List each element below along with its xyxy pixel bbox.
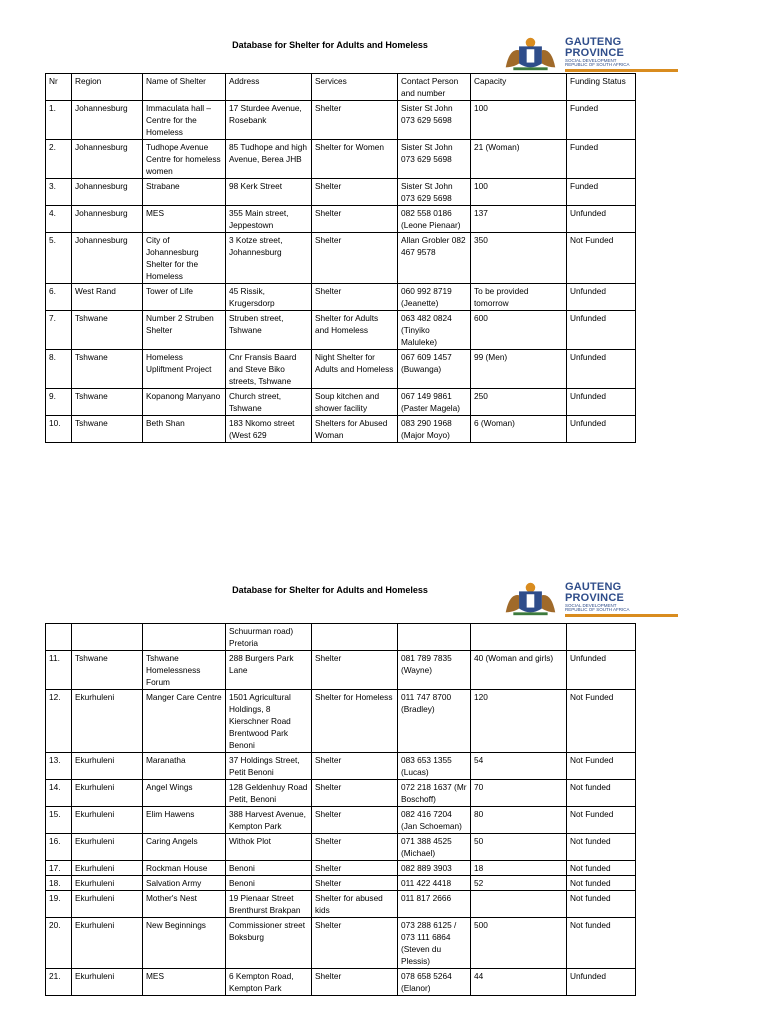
- page-section-1: [0, 30, 768, 440]
- coat-of-arms-icon: [500, 34, 561, 74]
- cell-services: Shelter: [312, 861, 398, 876]
- cell-nr: 16.: [46, 834, 72, 861]
- cell-contact: 082 416 7204 (Jan Schoeman): [398, 807, 471, 834]
- cell-shelter-name: Strabane: [143, 179, 226, 206]
- cell-address: Commissioner street Boksburg: [226, 918, 312, 969]
- cell-nr: 4.: [46, 206, 72, 233]
- cell-region: Tshwane: [72, 416, 143, 443]
- cell-contact: Sister St John 073 629 5698: [398, 179, 471, 206]
- column-header-region: Region: [72, 74, 143, 101]
- cell-services: Shelter for Adults and Homeless: [312, 311, 398, 350]
- logo-department: SOCIAL DEVELOPMENT: [564, 602, 617, 608]
- cell-capacity: 99 (Men): [471, 350, 567, 389]
- table-row: [46, 891, 636, 918]
- cell-address: 37 Holdings Street, Petit Benoni: [226, 753, 312, 780]
- cell-funding-status: Not funded: [567, 918, 636, 969]
- cell-region: Ekurhuleni: [72, 861, 143, 876]
- cell-contact: 083 653 1355 (Lucas): [398, 753, 471, 780]
- gauteng-logo: [500, 579, 678, 619]
- cell-services: Shelter: [312, 753, 398, 780]
- cell-shelter-name: Tshwane Homelessness Forum: [143, 651, 226, 690]
- cell-capacity: 50: [471, 834, 567, 861]
- cell-shelter-name: Rockman House: [143, 861, 226, 876]
- logo-country: REPUBLIC OF SOUTH AFRICA: [564, 62, 630, 67]
- column-header-services: Services: [312, 74, 398, 101]
- cell-shelter-name: Immaculata hall – Centre for the Homeless: [143, 101, 226, 140]
- cell-capacity: 70: [471, 780, 567, 807]
- document-title: Database for Shelter for Adults and Homeless: [232, 585, 428, 595]
- cell-capacity: 18: [471, 861, 567, 876]
- cell-funding-status: Not funded: [567, 780, 636, 807]
- cell-services: Shelter: [312, 233, 398, 284]
- table-row: [46, 753, 636, 780]
- logo-province-name: GAUTENG PROVINCE: [564, 35, 625, 59]
- table-row: [46, 624, 636, 651]
- cell-contact: Allan Grobler 082 467 9578: [398, 233, 471, 284]
- cell-contact: [398, 624, 471, 651]
- cell-nr: 14.: [46, 780, 72, 807]
- cell-region: Tshwane: [72, 350, 143, 389]
- shelter-table: [45, 73, 636, 443]
- cell-region: Johannesburg: [72, 206, 143, 233]
- cell-funding-status: Not funded: [567, 834, 636, 861]
- cell-region: Johannesburg: [72, 233, 143, 284]
- cell-address: 1501 Agricultural Holdings, 8 Kierschner Road Brentwood Park Benoni: [226, 690, 312, 753]
- cell-shelter-name: New Beginnings: [143, 918, 226, 969]
- cell-address: Benoni: [226, 861, 312, 876]
- cell-capacity: 6 (Woman): [471, 416, 567, 443]
- cell-capacity: 44: [471, 969, 567, 996]
- cell-address: 288 Burgers Park Lane: [226, 651, 312, 690]
- coat-of-arms-icon: [500, 579, 561, 619]
- cell-funding-status: Unfunded: [567, 311, 636, 350]
- table-row: [46, 807, 636, 834]
- cell-services: Shelter: [312, 101, 398, 140]
- table-row: [46, 876, 636, 891]
- table-row: [46, 416, 636, 443]
- cell-shelter-name: Number 2 Struben Shelter: [143, 311, 226, 350]
- cell-region: Ekurhuleni: [72, 834, 143, 861]
- cell-nr: 19.: [46, 891, 72, 918]
- cell-services: Shelter: [312, 918, 398, 969]
- cell-region: Johannesburg: [72, 101, 143, 140]
- page-section-2: [0, 575, 768, 993]
- cell-region: Ekurhuleni: [72, 807, 143, 834]
- cell-funding-status: Not Funded: [567, 690, 636, 753]
- cell-contact: 011 747 8700 (Bradley): [398, 690, 471, 753]
- cell-capacity: 40 (Woman and girls): [471, 651, 567, 690]
- cell-address: 6 Kempton Road, Kempton Park: [226, 969, 312, 996]
- cell-funding-status: Not Funded: [567, 233, 636, 284]
- cell-funding-status: Unfunded: [567, 389, 636, 416]
- cell-address: 98 Kerk Street: [226, 179, 312, 206]
- shelter-table: [45, 623, 636, 996]
- cell-shelter-name: Tower of Life: [143, 284, 226, 311]
- table-row: [46, 233, 636, 284]
- cell-address: 17 Sturdee Avenue, Rosebank: [226, 101, 312, 140]
- cell-nr: 18.: [46, 876, 72, 891]
- cell-address: Struben street, Tshwane: [226, 311, 312, 350]
- cell-services: Shelter: [312, 834, 398, 861]
- cell-services: Shelter: [312, 876, 398, 891]
- cell-capacity: [471, 891, 567, 918]
- cell-shelter-name: MES: [143, 206, 226, 233]
- table-row: [46, 179, 636, 206]
- cell-contact: 082 889 3903: [398, 861, 471, 876]
- cell-nr: 6.: [46, 284, 72, 311]
- column-header-funding: Funding Status: [567, 74, 636, 101]
- cell-contact: 078 658 5264 (Elanor): [398, 969, 471, 996]
- logo-accent-bar: [565, 69, 678, 72]
- cell-shelter-name: [143, 624, 226, 651]
- cell-services: Shelter: [312, 179, 398, 206]
- cell-capacity: [471, 624, 567, 651]
- table-row: [46, 861, 636, 876]
- cell-region: Ekurhuleni: [72, 918, 143, 969]
- cell-region: Ekurhuleni: [72, 891, 143, 918]
- cell-address: 85 Tudhope and high Avenue, Berea JHB: [226, 140, 312, 179]
- table-row: [46, 389, 636, 416]
- page-header: [0, 575, 768, 619]
- table-row: [46, 311, 636, 350]
- cell-funding-status: Unfunded: [567, 284, 636, 311]
- cell-capacity: 137: [471, 206, 567, 233]
- table-row: [46, 834, 636, 861]
- cell-services: Shelter: [312, 780, 398, 807]
- cell-shelter-name: Beth Shan: [143, 416, 226, 443]
- cell-nr: 10.: [46, 416, 72, 443]
- cell-nr: 7.: [46, 311, 72, 350]
- cell-services: Shelter for abused kids: [312, 891, 398, 918]
- cell-shelter-name: Angel Wings: [143, 780, 226, 807]
- cell-nr: 2.: [46, 140, 72, 179]
- cell-services: Soup kitchen and shower facility: [312, 389, 398, 416]
- cell-shelter-name: Manger Care Centre: [143, 690, 226, 753]
- cell-shelter-name: Elim Hawens: [143, 807, 226, 834]
- cell-funding-status: Funded: [567, 101, 636, 140]
- cell-services: Shelter: [312, 651, 398, 690]
- cell-services: Night Shelter for Adults and Homeless: [312, 350, 398, 389]
- cell-contact: 060 992 8719 (Jeanette): [398, 284, 471, 311]
- cell-services: Shelter for Homeless: [312, 690, 398, 753]
- cell-address: 128 Geldenhuy Road Petit, Benoni: [226, 780, 312, 807]
- cell-region: Ekurhuleni: [72, 753, 143, 780]
- cell-region: Ekurhuleni: [72, 780, 143, 807]
- cell-capacity: 54: [471, 753, 567, 780]
- cell-region: Ekurhuleni: [72, 876, 143, 891]
- cell-contact: 011 817 2666: [398, 891, 471, 918]
- cell-address: Withok Plot: [226, 834, 312, 861]
- page-header: [0, 30, 768, 74]
- column-header-contact: Contact Person and number: [398, 74, 471, 101]
- cell-address: 45 Rissik, Krugersdorp: [226, 284, 312, 311]
- cell-shelter-name: Maranatha: [143, 753, 226, 780]
- table-row: [46, 101, 636, 140]
- cell-region: Tshwane: [72, 651, 143, 690]
- cell-shelter-name: Caring Angels: [143, 834, 226, 861]
- cell-nr: 15.: [46, 807, 72, 834]
- column-header-capacity: Capacity: [471, 74, 567, 101]
- cell-contact: 081 789 7835 (Wayne): [398, 651, 471, 690]
- table-row: [46, 350, 636, 389]
- cell-services: Shelter: [312, 807, 398, 834]
- cell-nr: 3.: [46, 179, 72, 206]
- cell-nr: 1.: [46, 101, 72, 140]
- cell-region: Johannesburg: [72, 140, 143, 179]
- cell-funding-status: Unfunded: [567, 969, 636, 996]
- cell-funding-status: Unfunded: [567, 416, 636, 443]
- cell-contact: 071 388 4525 (Michael): [398, 834, 471, 861]
- cell-address: Benoni: [226, 876, 312, 891]
- cell-region: Tshwane: [72, 389, 143, 416]
- cell-funding-status: Funded: [567, 140, 636, 179]
- cell-shelter-name: Mother's Nest: [143, 891, 226, 918]
- cell-capacity: 21 (Woman): [471, 140, 567, 179]
- table-row: [46, 690, 636, 753]
- cell-services: Shelter: [312, 969, 398, 996]
- cell-capacity: 120: [471, 690, 567, 753]
- cell-services: Shelter: [312, 284, 398, 311]
- cell-nr: 13.: [46, 753, 72, 780]
- cell-contact: Sister St John 073 629 5698: [398, 140, 471, 179]
- table-row: [46, 918, 636, 969]
- column-header-address: Address: [226, 74, 312, 101]
- cell-funding-status: Not Funded: [567, 807, 636, 834]
- column-header-nr: Nr: [46, 74, 72, 101]
- cell-contact: Sister St John 073 629 5698: [398, 101, 471, 140]
- logo-accent-bar: [565, 614, 678, 617]
- cell-funding-status: Funded: [567, 179, 636, 206]
- cell-shelter-name: City of Johannesburg Shelter for the Homeless: [143, 233, 226, 284]
- cell-capacity: 600: [471, 311, 567, 350]
- cell-address: 183 Nkomo street (West 629: [226, 416, 312, 443]
- cell-contact: 067 149 9861 (Paster Magela): [398, 389, 471, 416]
- table-header-row: [46, 74, 636, 101]
- cell-funding-status: Not funded: [567, 876, 636, 891]
- cell-contact: 073 288 6125 / 073 111 6864 (Steven du Plessis): [398, 918, 471, 969]
- cell-capacity: 52: [471, 876, 567, 891]
- cell-shelter-name: Kopanong Manyano: [143, 389, 226, 416]
- cell-shelter-name: Homeless Upliftment Project: [143, 350, 226, 389]
- cell-nr: 12.: [46, 690, 72, 753]
- cell-region: [72, 624, 143, 651]
- logo-province-name: GAUTENG PROVINCE: [564, 580, 625, 604]
- cell-funding-status: [567, 624, 636, 651]
- logo-department: SOCIAL DEVELOPMENT: [564, 57, 617, 63]
- cell-capacity: 80: [471, 807, 567, 834]
- cell-nr: 17.: [46, 861, 72, 876]
- cell-services: Shelter for Women: [312, 140, 398, 179]
- cell-contact: 072 218 1637 (Mr Boschoff): [398, 780, 471, 807]
- cell-region: West Rand: [72, 284, 143, 311]
- cell-contact: 082 558 0186 (Leone Pienaar): [398, 206, 471, 233]
- cell-nr: 5.: [46, 233, 72, 284]
- cell-address: 388 Harvest Avenue, Kempton Park: [226, 807, 312, 834]
- cell-region: Tshwane: [72, 311, 143, 350]
- cell-contact: 067 609 1457 (Buwanga): [398, 350, 471, 389]
- cell-funding-status: Not funded: [567, 861, 636, 876]
- cell-contact: 083 290 1968 (Major Moyo): [398, 416, 471, 443]
- cell-capacity: 500: [471, 918, 567, 969]
- cell-address: Church street, Tshwane: [226, 389, 312, 416]
- cell-nr: 21.: [46, 969, 72, 996]
- table-row: [46, 284, 636, 311]
- cell-contact: 011 422 4418: [398, 876, 471, 891]
- cell-capacity: 250: [471, 389, 567, 416]
- cell-region: Ekurhuleni: [72, 690, 143, 753]
- cell-capacity: 100: [471, 101, 567, 140]
- cell-funding-status: Not funded: [567, 891, 636, 918]
- cell-contact: 063 482 0824 (Tinyiko Maluleke): [398, 311, 471, 350]
- cell-address: 19 Pienaar Street Brenthurst Brakpan: [226, 891, 312, 918]
- cell-services: Shelters for Abused Woman: [312, 416, 398, 443]
- cell-shelter-name: Salvation Army: [143, 876, 226, 891]
- cell-capacity: To be provided tomorrow: [471, 284, 567, 311]
- cell-funding-status: Unfunded: [567, 206, 636, 233]
- cell-address: Cnr Fransis Baard and Steve Biko streets, Tshwane: [226, 350, 312, 389]
- cell-region: Ekurhuleni: [72, 969, 143, 996]
- cell-nr: 11.: [46, 651, 72, 690]
- logo-country: REPUBLIC OF SOUTH AFRICA: [564, 607, 630, 612]
- cell-funding-status: Unfunded: [567, 651, 636, 690]
- cell-services: Shelter: [312, 206, 398, 233]
- cell-address: Schuurman road) Pretoria: [226, 624, 312, 651]
- cell-capacity: 100: [471, 179, 567, 206]
- cell-nr: [46, 624, 72, 651]
- cell-nr: 9.: [46, 389, 72, 416]
- column-header-name: Name of Shelter: [143, 74, 226, 101]
- table-row: [46, 206, 636, 233]
- cell-services: [312, 624, 398, 651]
- cell-nr: 8.: [46, 350, 72, 389]
- cell-address: 3 Kotze street, Johannesburg: [226, 233, 312, 284]
- gauteng-logo: [500, 34, 678, 74]
- cell-address: 355 Main street, Jeppestown: [226, 206, 312, 233]
- cell-nr: 20.: [46, 918, 72, 969]
- cell-region: Johannesburg: [72, 179, 143, 206]
- table-row: [46, 969, 636, 996]
- cell-shelter-name: MES: [143, 969, 226, 996]
- cell-shelter-name: Tudhope Avenue Centre for homeless women: [143, 140, 226, 179]
- document-title: Database for Shelter for Adults and Homeless: [232, 40, 428, 50]
- table-row: [46, 651, 636, 690]
- table-row: [46, 780, 636, 807]
- cell-capacity: 350: [471, 233, 567, 284]
- cell-funding-status: Unfunded: [567, 350, 636, 389]
- cell-funding-status: Not Funded: [567, 753, 636, 780]
- table-row: [46, 140, 636, 179]
